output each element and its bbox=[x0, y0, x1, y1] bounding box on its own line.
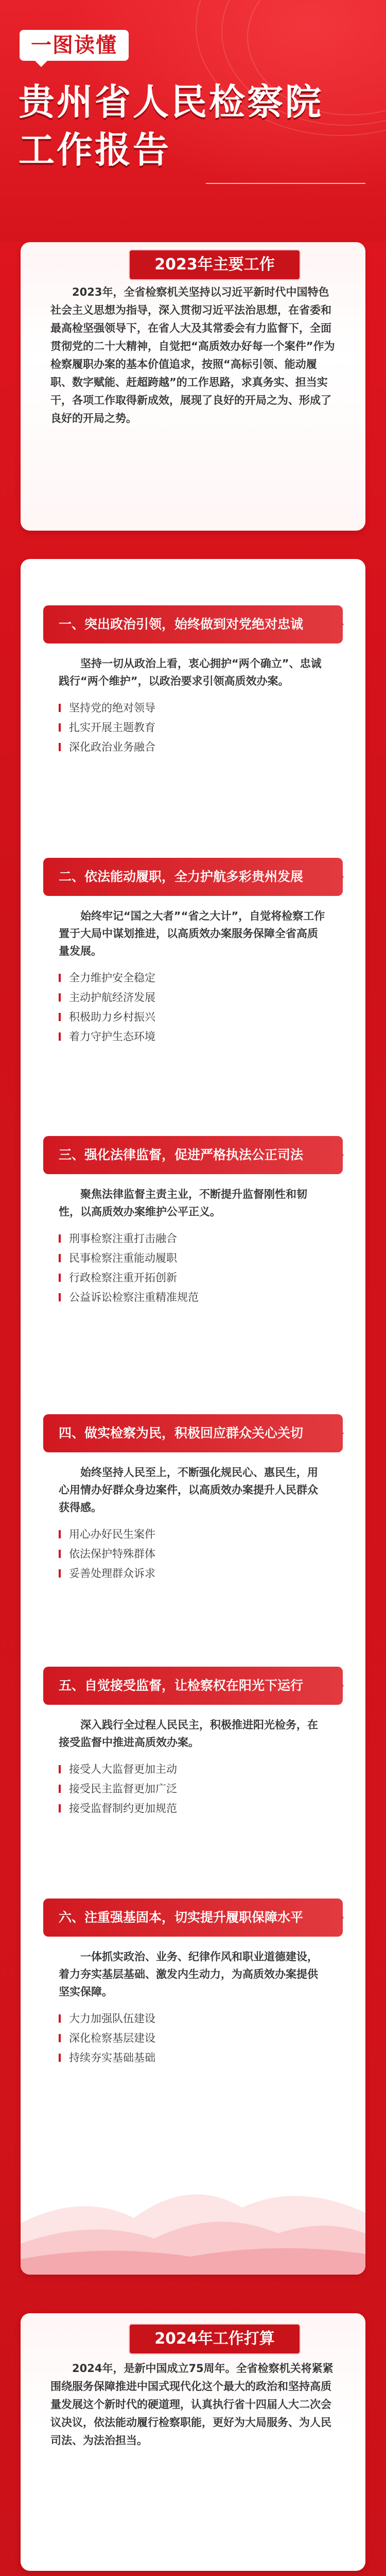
bullet-item: 行政检察注重开拓创新 bbox=[59, 1268, 343, 1287]
plan-2024-heading: 2024年工作打算 bbox=[129, 2324, 301, 2354]
section-title bbox=[43, 605, 343, 643]
header-banner bbox=[0, 0, 386, 242]
section-title-text: 四、做实检察为民，积极回应群众关心关切 bbox=[59, 1426, 304, 1440]
bullet-item: 深化政治业务融合 bbox=[59, 737, 343, 757]
main-work-card bbox=[21, 559, 365, 2275]
mountain-decoration bbox=[21, 2120, 365, 2275]
summary-2023-card bbox=[21, 242, 365, 531]
section-title-text: 二、依法能动履职，全力护航多彩贵州发展 bbox=[59, 869, 304, 884]
bullet-list bbox=[59, 968, 343, 1046]
section-item bbox=[43, 858, 343, 1046]
bullet-item: 积极助力乡村振兴 bbox=[59, 1007, 343, 1027]
section-text: 深入践行全过程人民民主，积极推进阳光检务，在接受监督中推进高质效办案。 bbox=[59, 1719, 318, 1749]
section-title bbox=[43, 1414, 343, 1452]
bullet-item: 坚持党的绝对领导 bbox=[59, 698, 343, 718]
section-text: 始终坚持人民至上，不断强化规民心、惠民生，用心用情办好群众身边案件，以高质效办案提升人民群众获得感。 bbox=[59, 1466, 318, 1514]
bullet-list bbox=[59, 1229, 343, 1307]
section-title-text: 六、注重强基固本，切实提升履职保障水平 bbox=[59, 1910, 304, 1925]
summary-2023-text: 2023年，全省检察机关坚持以习近平新时代中国特色社会主义思想为指导，深入贯彻习近平法治思想，在省委和最高检坚强领导下，在省人大及其常委会有力监督下，全面贯彻党的二十大精神，自觉把“高质效办好每一个案件”作为检察履职办案的基本价值追求，按照“高标引领、能动履职、数字赋能、赶超跨越”的工作思路，求真务实、担当实干，各项工作取得新成效，展现了良好的开局之为、形成了良好的开局之势。 bbox=[50, 286, 335, 425]
bullet-item: 依法保护特殊群体 bbox=[59, 1544, 343, 1564]
divider bbox=[206, 183, 365, 184]
bullet-item: 全力维护安全稳定 bbox=[59, 968, 343, 988]
bullet-list bbox=[59, 1759, 343, 1818]
bullet-item: 用心办好民生案件 bbox=[59, 1524, 343, 1544]
bullet-list bbox=[59, 1524, 343, 1583]
summary-2023-heading: 2023年主要工作 bbox=[129, 249, 301, 280]
bullet-item: 深化检察基层建设 bbox=[59, 2028, 343, 2048]
bullet-item: 主动护航经济发展 bbox=[59, 988, 343, 1007]
section-title-text: 一、突出政治引领，始终做到对党绝对忠诚 bbox=[59, 617, 304, 632]
section-item bbox=[43, 1667, 343, 1818]
section-title-text: 三、强化法律监督，促进严格执法公正司法 bbox=[59, 1147, 304, 1162]
section-title bbox=[43, 1899, 343, 1937]
bullet-item: 持续夯实基础基础 bbox=[59, 2048, 343, 2067]
section-text: 聚焦法律监督主责主业，不断提升监督刚性和韧性，以高质效办案维护公平正义。 bbox=[59, 1188, 307, 1218]
plan-2024-card bbox=[21, 2313, 365, 2571]
section-title bbox=[43, 858, 343, 896]
bullet-item: 刑事检察注重打击融合 bbox=[59, 1229, 343, 1248]
page-title: 贵州省人民检察院 bbox=[19, 81, 323, 123]
bullet-item: 大力加强队伍建设 bbox=[59, 2009, 343, 2028]
plan-2024-text: 2024年，是新中国成立75周年。全省检察机关将紧紧围绕服务保障推进中国式现代化这个最大的政治和坚持高质量发展这个新时代的硬道理，认真执行省十四届人大二次会议决议，依法能动履行检察职能，更好为大局服务、为人民司法、为法治担当。 bbox=[50, 2362, 334, 2447]
section-item bbox=[43, 1414, 343, 1583]
section-item bbox=[43, 605, 343, 757]
bullet-item: 扎实开展主题教育 bbox=[59, 718, 343, 737]
bullet-item: 妥善处理群众诉求 bbox=[59, 1564, 343, 1583]
page-subtitle: 工作报告 bbox=[19, 129, 171, 171]
bullet-list bbox=[59, 698, 343, 757]
header-badge: 一图读懂 bbox=[20, 30, 129, 61]
section-item bbox=[43, 1136, 343, 1307]
section-title bbox=[43, 1667, 343, 1705]
section-text: 始终牢记“国之大者”“省之大计”，自觉将检察工作置于大局中谋划推进，以高质效办案服务保障全省高质量发展。 bbox=[59, 910, 325, 957]
section-text: 坚持一切从政治上看，衷心拥护“两个确立”、忠诚践行“两个维护”，以政治要求引领高质效办案。 bbox=[59, 657, 322, 687]
section-title bbox=[43, 1136, 343, 1174]
section-text: 一体抓实政治、业务、纪律作风和职业道德建设，着力夯实基层基础、激发内生动力，为高质效办案提供坚实保障。 bbox=[59, 1951, 318, 1998]
bullet-list bbox=[59, 2009, 343, 2067]
section-item bbox=[43, 1899, 343, 2067]
bullet-item: 民事检察注重能动履职 bbox=[59, 1248, 343, 1268]
bullet-item: 接受民主监督更加广泛 bbox=[59, 1779, 343, 1799]
bullet-item: 接受人大监督更加主动 bbox=[59, 1759, 343, 1779]
bullet-item: 着力守护生态环境 bbox=[59, 1027, 343, 1046]
section-title-text: 五、自觉接受监督，让检察权在阳光下运行 bbox=[59, 1678, 304, 1693]
bullet-item: 公益诉讼检察注重精准规范 bbox=[59, 1287, 343, 1307]
bullet-item: 接受监督制约更加规范 bbox=[59, 1799, 343, 1818]
